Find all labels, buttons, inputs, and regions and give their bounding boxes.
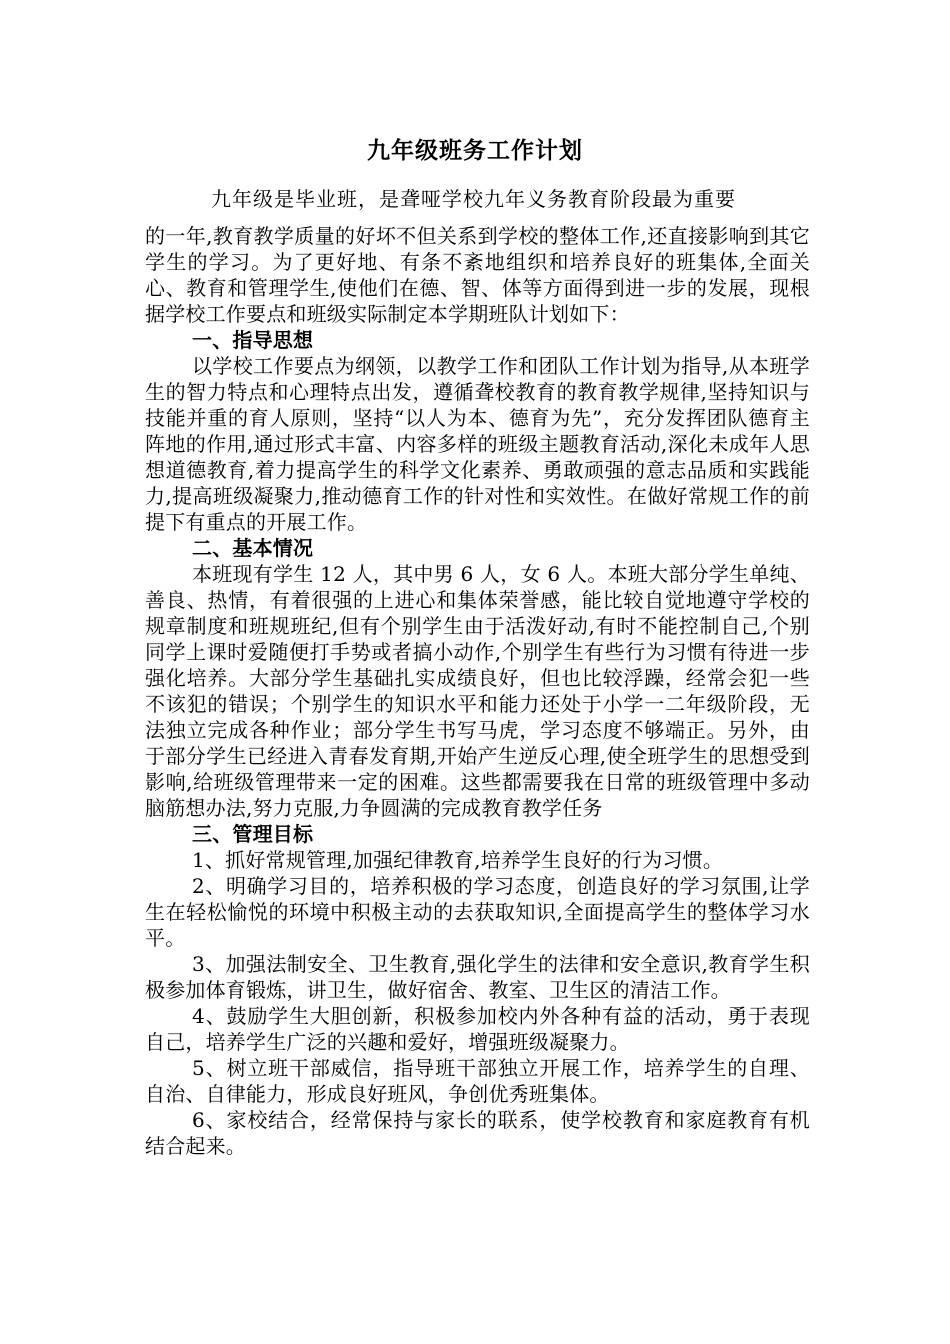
- section-heading-basic-situation: 二、基本情况: [192, 536, 314, 560]
- goal-item-6: 6、家校结合，经常保持与家长的联系，使学校教育和家庭教育有机结合起来。: [145, 1108, 810, 1158]
- goal-item-5: 5、树立班干部威信，指导班干部独立开展工作，培养学生的自理、自治、自律能力，形成良好班风，争创优秀班集体。: [145, 1056, 810, 1106]
- goal-item-4: 4、鼓励学生大胆创新，积极参加校内外各种有益的活动，勇于表现自己，培养学生广泛的兴趣和爱好，增强班级凝聚力。: [145, 1004, 810, 1054]
- intro-first-line: 九年级是毕业班，是聋哑学校九年义务教育阶段最为重要: [211, 187, 736, 211]
- section-heading-management-goals: 三、管理目标: [192, 822, 314, 846]
- goal-item-1: 1、抓好常规管理,加强纪律教育,培养学生良好的行为习惯。: [192, 848, 724, 872]
- paragraph-basic-situation: 本班现有学生 12 人，其中男 6 人，女 6 人。本班大部分学生单纯、善良、热情，有着很强的上进心和集体荣誉感，能比较自觉地遵守学校的规章制度和班规班纪,但有个别学生由于活泼好动,有时不能控制自己,个别同学上课时爱随便打手势或者搞小动作,个别学生有些行为习惯有待进一步强化培养。大部分学生基础扎实成绩良好，但也比较浮躁，经常会犯一些不该犯的错误；个别学生的知识水平和能力还处于小学一二年级阶段，无法独立完成各种作业；部分学生书写马虎，学习态度不够端正。另外，由于部分学生已经进入青春发育期,开始产生逆反心理,使全班学生的思想受到影响,给班级管理带来一定的困难。这些都需要我在日常的班级管理中多动脑筋想办法,努力克服,力争圆满的完成教育教学任务: [145, 562, 810, 820]
- paragraph-guiding-ideology: 以学校工作要点为纲领，以教学工作和团队工作计划为指导,从本班学生的智力特点和心理特点出发，遵循聋校教育的教育教学规律,坚持知识与技能并重的育人原则，坚持“以人为本、德育为先”，充分发挥团队德育主阵地的作用,通过形式丰富、内容多样的班级主题教育活动,深化未成年人思想道德教育,着力提高学生的科学文化素养、勇敢顽强的意志品质和实践能力,提高班级凝聚力,推动德育工作的针对性和实效性。在做好常规工作的前提下有重点的开展工作。: [145, 354, 810, 534]
- document-body: [145, 223, 810, 1159]
- goal-item-3: 3、加强法制安全、卫生教育,强化学生的法律和安全意识,教育学生积极参加体育锻炼，讲卫生，做好宿舍、教室、卫生区的清洁工作。: [145, 952, 810, 1002]
- section-heading-guiding-ideology: 一、指导思想: [192, 328, 314, 352]
- document-title: 九年级班务工作计划: [367, 137, 583, 164]
- goal-item-2: 2、明确学习目的，培养积极的学习态度，创造良好的学习氛围,让学生在轻松愉悦的环境中积极主动的去获取知识,全面提高学生的整体学习水平。: [145, 874, 810, 950]
- intro-paragraph: 的一年,教育教学质量的好坏不但关系到学校的整体工作,还直接影响到其它学生的学习。为了更好地、有条不紊地组织和培养良好的班集体,全面关心、教育和管理学生,使他们在德、智、体等方面得到进一步的发展，现根据学校工作要点和班级实际制定本学期班队计划如下：: [145, 224, 810, 326]
